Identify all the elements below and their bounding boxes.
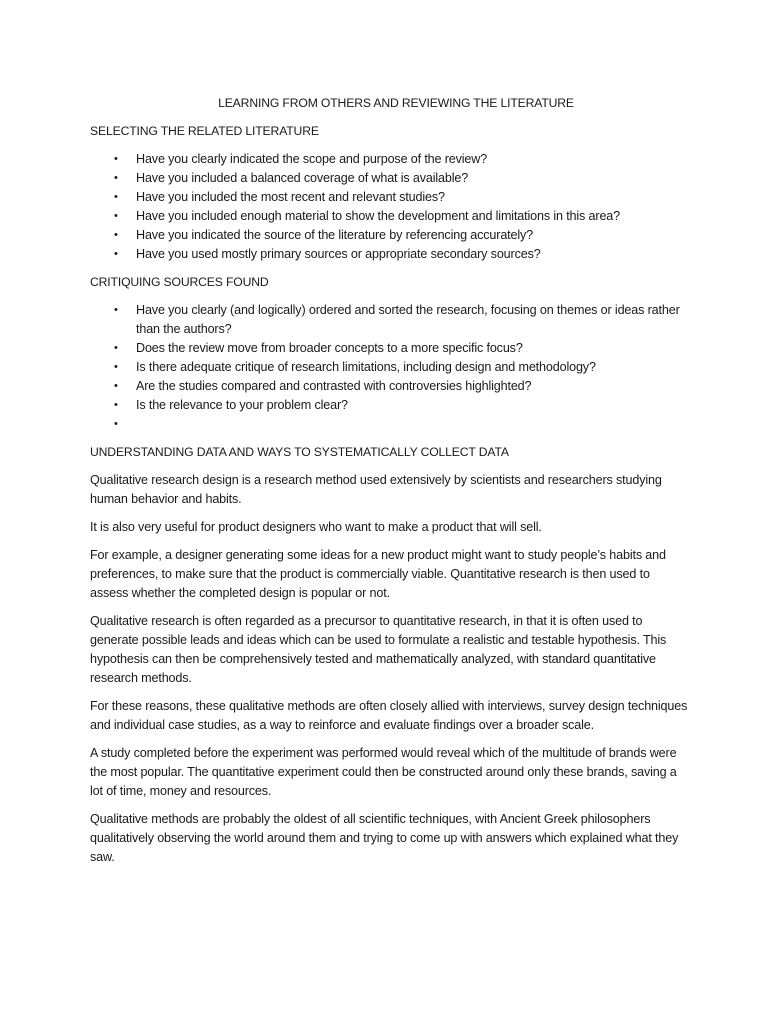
list-item	[90, 358, 690, 377]
paragraph: A study completed before the experiment was performed would reveal which of the multitude of brands were the most popular. The quantitative experiment could then be constructed around only these brands, saving a lot of time, money and resources.	[90, 746, 677, 798]
section-heading-critiquing: CRITIQUING SOURCES FOUND	[90, 275, 269, 289]
list-item	[90, 207, 690, 226]
list-item-text: Have you clearly indicated the scope and purpose of the review?	[136, 152, 488, 166]
document-body	[90, 94, 690, 876]
list-item	[90, 415, 690, 434]
bullet-icon: •	[114, 418, 118, 430]
list-item-text: Have you included a balanced coverage of what is available?	[136, 171, 469, 185]
section-heading-understanding: UNDERSTANDING DATA AND WAYS TO SYSTEMATICALLY COLLECT DATA	[90, 445, 509, 459]
list-item	[90, 377, 690, 396]
paragraph: For example, a designer generating some ideas for a new product might want to study people’s habits and preferences, to make sure that the product is commercially viable. Quantitative research is then used to assess whether the completed design is popular or not.	[90, 548, 666, 600]
list-item	[90, 169, 690, 188]
bullet-icon: •	[114, 191, 118, 203]
list-item-text: Have you included enough material to show the development and limitations in this area?	[136, 209, 621, 223]
list-item-text: Have you used mostly primary sources or appropriate secondary sources?	[136, 247, 541, 261]
bullet-icon: •	[114, 380, 118, 392]
list-item-text: Have you clearly (and logically) ordered and sorted the research, focusing on themes or ideas rather than the authors?	[136, 303, 680, 336]
paragraph: For these reasons, these qualitative methods are often closely allied with interviews, survey design techniques and individual case studies, as a way to reinforce and evaluate findings over a broader scale.	[90, 699, 688, 732]
list-item-text: Is the relevance to your problem clear?	[136, 398, 348, 412]
page-title: LEARNING FROM OTHERS AND REVIEWING THE LITERATURE	[218, 96, 574, 110]
bullet-icon: •	[114, 342, 118, 354]
bullet-icon: •	[114, 304, 118, 316]
bullet-icon: •	[114, 229, 118, 241]
bullet-icon: •	[114, 361, 118, 373]
paragraph: Qualitative research design is a research method used extensively by scientists and researchers studying human behavior and habits.	[90, 473, 662, 506]
paragraph: It is also very useful for product designers who want to make a product that will sell.	[90, 520, 542, 534]
bullet-icon: •	[114, 210, 118, 222]
list-item	[90, 188, 690, 207]
list-item	[90, 245, 690, 264]
bullet-icon: •	[114, 399, 118, 411]
list-item	[90, 396, 690, 415]
selecting-checklist	[90, 150, 690, 264]
list-item-text: Are the studies compared and contrasted with controversies highlighted?	[136, 379, 532, 393]
list-item	[90, 339, 690, 358]
critiquing-checklist	[90, 301, 690, 434]
list-item-text: Have you indicated the source of the literature by referencing accurately?	[136, 228, 534, 242]
bullet-icon: •	[114, 153, 118, 165]
list-item-text: Does the review move from broader concepts to a more specific focus?	[136, 341, 523, 355]
bullet-icon: •	[114, 172, 118, 184]
list-item-text: Is there adequate critique of research limitations, including design and methodology?	[136, 360, 596, 374]
bullet-icon: •	[114, 248, 118, 260]
paragraph: Qualitative research is often regarded as a precursor to quantitative research, in that it is often used to generate possible leads and ideas which can be used to formulate a realistic and testable hypothesis. This hypothesis can then be comprehensively tested and mathematically analyzed, with standard quantitative research methods.	[90, 614, 667, 685]
list-item	[90, 301, 690, 339]
section-heading-selecting: SELECTING THE RELATED LITERATURE	[90, 124, 319, 138]
paragraph: Qualitative methods are probably the oldest of all scientific techniques, with Ancient Greek philosophers qualitatively observing the world around them and trying to come up with answers which explained what they saw.	[90, 812, 679, 864]
list-item-text: Have you included the most recent and relevant studies?	[136, 190, 445, 204]
list-item	[90, 150, 690, 169]
list-item	[90, 226, 690, 245]
